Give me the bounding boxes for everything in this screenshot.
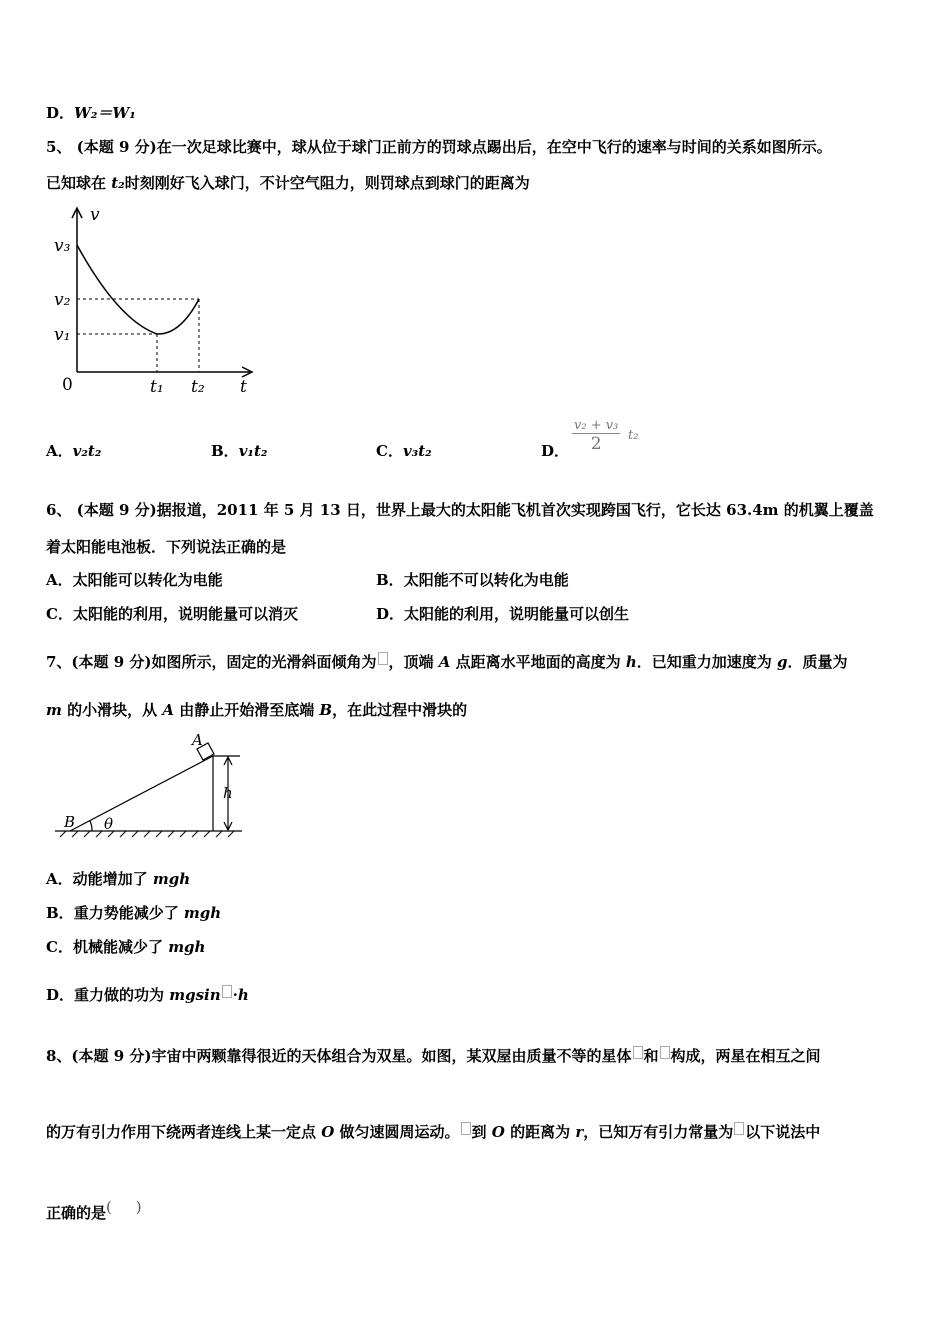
text: 时刻刚好飞入球门，不计空气阻力，则罚球点到球门的距离为: [124, 174, 530, 192]
text: 由静止开始滑至底端: [173, 701, 320, 719]
q5-line1: 5、 (本题 9 分)在一次足球比赛中，球从位于球门正前方的罚球点踢出后，在空中飞行的速率与时间的关系如图所示。: [46, 138, 832, 156]
theta-label: θ: [104, 815, 114, 833]
missing-glyph-icon: [633, 1046, 643, 1059]
q8-line2: [46, 1122, 820, 1142]
incline-diagram: [0, 720, 260, 850]
var: O: [491, 1123, 505, 1141]
option-label: C．: [46, 605, 73, 623]
option-label: A．: [46, 442, 73, 460]
text: ．已知重力加速度为: [636, 653, 777, 671]
point-b-label: B: [64, 813, 76, 831]
q6-line1: 6、 (本题 9 分)据报道，2011 年 5 月 13 日，世界上最大的太阳能飞机首次实现跨国飞行，它长达 63.4m 的机翼上覆盖: [46, 501, 874, 519]
option-text: 重力做的功为: [74, 986, 170, 1004]
q5-option-d[interactable]: [541, 441, 569, 461]
option-expr: mgsin: [169, 986, 221, 1004]
q5-option-c[interactable]: [376, 441, 432, 461]
x-axis-label: t: [240, 377, 247, 397]
var: A: [438, 653, 451, 671]
t2-label: t₂: [191, 377, 205, 397]
var: m: [46, 701, 62, 719]
q5-option-a[interactable]: [46, 441, 101, 461]
q7-option-c[interactable]: [46, 937, 205, 957]
option-text: 机械能减少了: [72, 938, 169, 956]
q5-option-d-fraction: [572, 418, 639, 454]
option-expr: mgh: [152, 870, 191, 888]
point-a-label: A: [192, 731, 203, 749]
text: 做匀速圆周运动。: [334, 1123, 460, 1141]
v1-label: v₁: [54, 325, 71, 345]
option-expr: W₂＝W₁: [74, 104, 136, 122]
q6-line2: 着太阳能电池板．下列说法正确的是: [46, 538, 287, 556]
missing-glyph-icon: [461, 1122, 471, 1135]
option-text: 太阳能的利用，说明能量可以消灭: [72, 605, 298, 623]
q6-option-d[interactable]: [376, 604, 629, 624]
option-expr: mgh: [183, 904, 222, 922]
option-label: D．: [46, 104, 75, 122]
option-expr: v₂t₂: [72, 442, 102, 460]
option-label: D．: [376, 605, 405, 623]
y-axis-label: v: [90, 205, 100, 225]
missing-glyph-icon: [734, 1122, 744, 1135]
var: O: [321, 1123, 335, 1141]
fraction-numerator: v₂ + v₃: [574, 418, 619, 433]
q5-option-b[interactable]: [211, 441, 267, 461]
q8-line3: [46, 1197, 142, 1223]
option-text: 太阳能不可以转化为电能: [403, 571, 569, 589]
option-expr: mgh: [168, 938, 206, 956]
text: ，顶端: [388, 653, 439, 671]
option-text: 重力势能减少了: [73, 904, 184, 922]
option-expr: v₁t₂: [238, 442, 268, 460]
var: g: [776, 653, 788, 671]
q7-line1: [46, 652, 848, 672]
text: 以下说法中: [745, 1123, 821, 1141]
var: A: [162, 701, 174, 719]
option-text: 太阳能的利用，说明能量可以创生: [404, 605, 630, 623]
text: 构成，两星在相互之间: [670, 1047, 821, 1065]
missing-glyph-icon: [378, 652, 388, 665]
text: 已知球在: [46, 174, 112, 192]
var: t₂: [111, 174, 125, 192]
q7-option-b[interactable]: [46, 903, 221, 923]
q6-option-c[interactable]: [46, 604, 298, 624]
option-label: C．: [376, 442, 403, 460]
origin-label: 0: [62, 375, 73, 395]
var: B: [319, 701, 333, 719]
q6-option-a[interactable]: [46, 570, 223, 590]
q6-option-b[interactable]: [376, 570, 569, 590]
option-label: A．: [46, 571, 73, 589]
text: 到: [471, 1123, 492, 1141]
velocity-time-graph: [0, 0, 300, 400]
fraction-denominator: 2: [590, 434, 602, 454]
text: 7、(本题 9 分)如图所示，固定的光滑斜面倾角为: [46, 653, 377, 671]
option-label: D．: [46, 986, 75, 1004]
option-expr: ·h: [232, 986, 249, 1004]
option-label: D．: [541, 442, 570, 460]
option-label: B．: [376, 571, 404, 589]
v3-label: v₃: [54, 236, 71, 256]
option-text: 太阳能可以转化为电能: [72, 571, 223, 589]
missing-glyph-icon: [660, 1046, 670, 1059]
v2-label: v₂: [54, 290, 71, 310]
answer-parentheses: ( ): [106, 1198, 142, 1216]
q8-line1: [46, 1046, 821, 1066]
option-label: A．: [46, 870, 73, 888]
text: 和: [643, 1047, 659, 1065]
fraction-suffix: t₂: [628, 428, 639, 443]
missing-glyph-icon: [222, 985, 232, 998]
text: 点距离水平地面的高度为: [450, 653, 626, 671]
text: 8、(本题 9 分)宇宙中两颗靠得很近的天体组合为双星。如图，某双屋由质量不等的星体: [46, 1047, 632, 1065]
text: ，已知万有引力常量为: [583, 1123, 734, 1141]
q7-option-a[interactable]: [46, 869, 190, 889]
text: 的万有引力作用下绕两者连线上某一定点: [46, 1123, 322, 1141]
text: ．质量为: [787, 653, 848, 671]
option-text: 动能增加了: [72, 870, 153, 888]
var: h: [625, 653, 637, 671]
height-label: h: [223, 784, 233, 802]
text: 的距离为: [504, 1123, 576, 1141]
q7-line2: [46, 700, 467, 720]
text: ，在此过程中滑块的: [332, 701, 468, 719]
var: r: [575, 1123, 584, 1141]
text: 的小滑块，从: [61, 701, 163, 719]
option-expr: v₃t₂: [402, 442, 432, 460]
option-label: B．: [211, 442, 239, 460]
text: 正确的是: [46, 1204, 107, 1222]
option-label: B．: [46, 904, 74, 922]
t1-label: t₁: [150, 377, 164, 397]
q7-option-d[interactable]: [46, 985, 249, 1005]
option-label: C．: [46, 938, 73, 956]
